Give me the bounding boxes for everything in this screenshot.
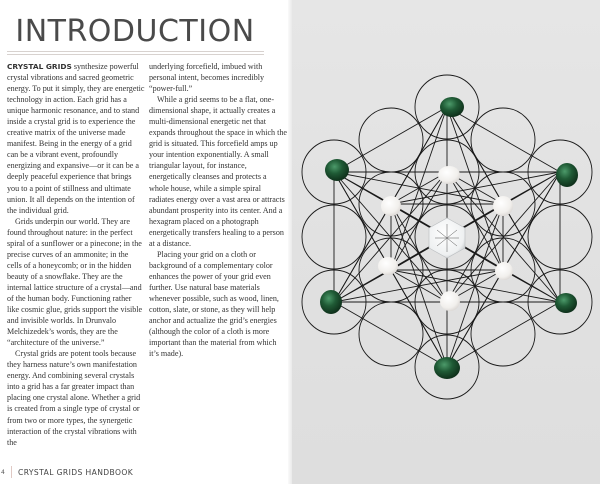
paragraph: Crystal grids are potent tools because they harness nature’s own manifestation energy. And combining several crystals into a grid has a far greater impact than placing one crystal alone. Whether a grid is created from a single type of crystal or from two or more types, the synergetic interaction of the crystal vibrations with the <box>7 349 141 447</box>
page-title: INTRODUCTION <box>15 14 255 49</box>
page-footer <box>0 466 133 478</box>
running-head: CRYSTAL GRIDS HANDBOOK <box>18 467 134 477</box>
paragraph: Placing your grid on a cloth or background of a complementary color enhances the power of your grid even further. Use natural base materials whenever possible, such as wood, linen, cotton, slate, or stone, as they will help anchor and actualize the grid’s energies (although the color of a cloth is more important than the material from which it’s made). <box>149 249 279 359</box>
text-column-1 <box>7 61 145 448</box>
lead-in: CRYSTAL GRIDS <box>7 62 72 71</box>
paragraph: underlying forcefield, imbued with personal intent, becomes incredibly “power-full.” <box>149 62 265 94</box>
paragraph: While a grid seems to be a flat, one-dimensional shape, it actually creates a multi-dimensional energetic net that expands throughout the space in which the grid is situated. This forcefield amps up your intention exponentially. A small triangular layout, for instance, energetically cleanses and protects a whole house, while a simple spiral radiates energy over a vast area or attracts abundant prosperity into its center. And a hexagram placed on a photograph energetically transfers healing to a person at a distance. <box>149 95 288 248</box>
paragraph: CRYSTAL GRIDS synthesize powerful crystal vibrations and sacred geometric energy. To put it simply, they are energetic technology in action. Each grid has a unique harmonic resonance, and to stand inside a crystal grid is to experience the creative matrix of the universe made manifest. Being in the energy of a grid can be a vibrant event, profoundly energizing and expansive—or it can be a deeply peaceful experience that brings you to a point of stillness and ultimate union. It all depends on the intention of the individual grid. <box>7 62 145 215</box>
right-page-photo <box>292 0 600 484</box>
title-rule-bottom <box>7 54 264 55</box>
text-column-2 <box>149 61 287 359</box>
left-page <box>0 0 292 484</box>
title-rule-top <box>7 51 264 52</box>
page-number: 4 <box>1 468 5 476</box>
metatrons-cube-grid-image <box>292 0 600 484</box>
clear-quartz-center <box>429 218 465 258</box>
footer-divider <box>11 466 12 478</box>
paragraph: Grids underpin our world. They are found throughout nature: in the perfect spiral of a sunflower or a pinecone; in the precise curves of an ammonite; in the cells of a honeycomb; or in the hidden beauty of a snowflake. They are the internal lattice structure of a crystal—and of the human body. Functioning rather like cosmic glue, grids support the visible and invisible worlds. In Drunvalo Melchizedek’s words, they are the “architecture of the universe.” <box>7 216 143 348</box>
